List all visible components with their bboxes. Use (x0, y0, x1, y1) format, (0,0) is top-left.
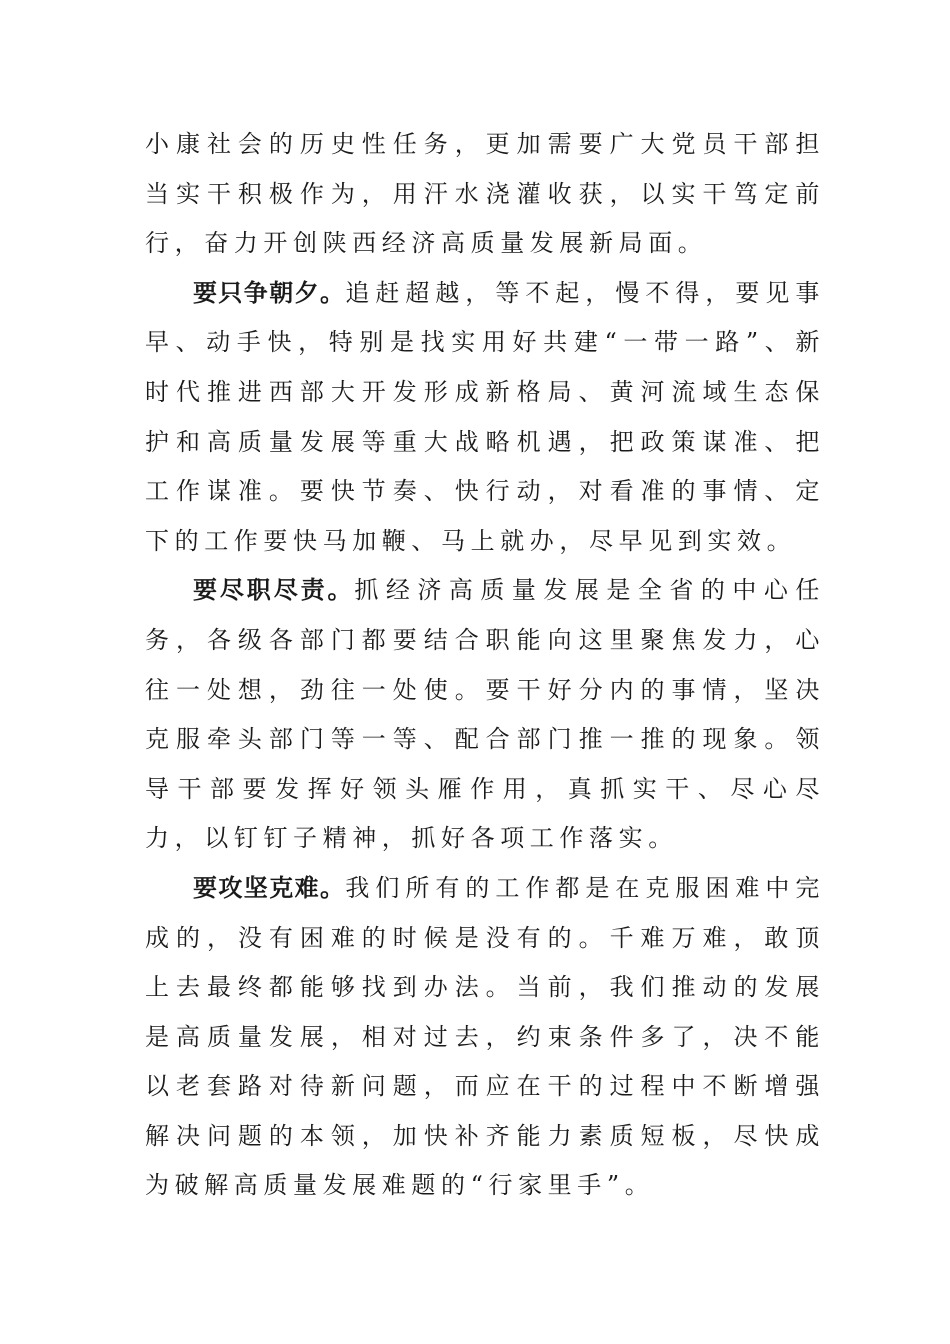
paragraph-text: 追赶超越，等不起，慢不得，要见事早、动手快，特别是找实用好共建“一带一路”、新时代推进西部大开发形成新格局、黄河流域生态保护和高质量发展等重大战略机遇，把政策谋准、把工作谋准。要快节奏、快行动，对看准的事情、定下的工作要快马加鞭、马上就办，尽早见到实效。 (145, 278, 825, 555)
paragraph-overcome-difficulties (145, 864, 825, 1211)
paragraph-intro (145, 120, 825, 269)
paragraph-fulfill-duties (145, 566, 825, 864)
paragraph-lead: 要攻坚克难。 (193, 873, 346, 902)
paragraph-text: 我们所有的工作都是在克服困难中完成的，没有困难的时候是没有的。千难万难，敢顶上去最终都能够找到办法。当前，我们推动的发展是高质量发展，相对过去，约束条件多了，决不能以老套路对待新问题，而应在干的过程中不断增强解决问题的本领，加快补齐能力素质短板，尽快成为破解高质量发展难题的“行家里手”。 (145, 873, 825, 1200)
paragraph-lead: 要尽职尽责。 (193, 576, 355, 605)
paragraph-text: 抓经济高质量发展是全省的中心任务，各级各部门都要结合职能向这里聚焦发力，心往一处想，劲往一处使。要干好分内的事情，坚决克服牵头部门等一等、配合部门推一推的现象。领导干部要发挥好领头雁作用，真抓实干、尽心尽力，以钉钉子精神，抓好各项工作落实。 (145, 576, 826, 853)
document-body (145, 120, 825, 1211)
paragraph-seize-the-day (145, 269, 825, 567)
paragraph-text: 小康社会的历史性任务，更加需要广大党员干部担当实干积极作为，用汗水浇灌收获，以实干笃定前行，奋力开创陕西经济高质量发展新局面。 (145, 130, 825, 258)
paragraph-lead: 要只争朝夕。 (193, 278, 346, 307)
